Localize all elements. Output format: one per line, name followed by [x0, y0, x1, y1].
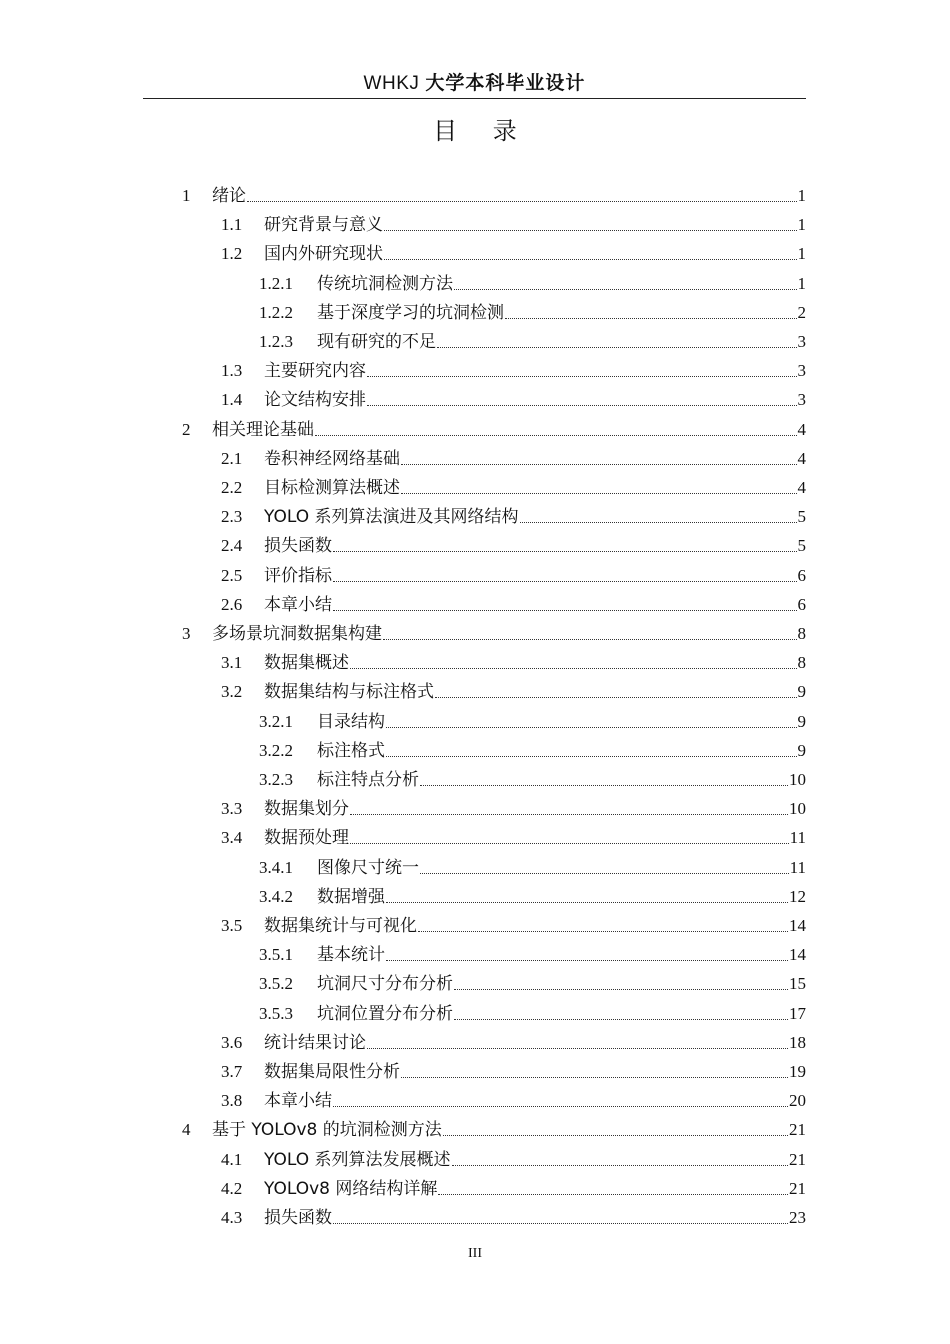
- toc-entry-title: 坑洞位置分布分析: [317, 1003, 453, 1024]
- toc-entry[interactable]: [221, 791, 806, 820]
- toc-entry[interactable]: [182, 616, 806, 645]
- toc-entry-number: 4.1: [221, 1149, 243, 1169]
- toc-dot-leader: [386, 755, 797, 757]
- toc-entry-title: YOLO 系列算法演进及其网络结构: [264, 507, 519, 528]
- toc-entry-title: 数据集统计与可视化: [264, 916, 417, 936]
- toc-entry[interactable]: [259, 879, 806, 908]
- toc-entry-title: 标注特点分析: [317, 770, 419, 790]
- toc-entry-page: 3: [797, 332, 806, 351]
- toc-entry-number: 1.2.2: [259, 302, 293, 322]
- header-code: WHKJ: [363, 73, 420, 94]
- toc-entry-title: 目标检测算法概述: [264, 478, 400, 498]
- toc-entry-title: 多场景坑洞数据集构建: [212, 624, 382, 644]
- toc-entry-number: 3.5.1: [259, 945, 293, 965]
- toc-entry-title: 相关理论基础: [212, 419, 314, 440]
- toc-dot-leader: [333, 1222, 788, 1224]
- toc-entry[interactable]: [259, 733, 806, 762]
- toc-dot-leader: [333, 580, 797, 582]
- toc-dot-leader: [384, 258, 797, 260]
- toc-dot-leader: [505, 317, 797, 319]
- toc-entry-number: 1.2: [221, 244, 243, 264]
- toc-entry-number: 3.2: [221, 682, 243, 702]
- toc-dot-leader: [367, 375, 797, 377]
- toc-dot-leader: [333, 1105, 788, 1107]
- toc-dot-leader: [386, 726, 797, 728]
- toc-entry-number: 3.5: [221, 916, 243, 935]
- toc-dot-leader: [420, 872, 789, 874]
- toc-entry[interactable]: [221, 353, 806, 382]
- toc-dot-leader: [454, 288, 797, 290]
- toc-dot-leader: [401, 492, 797, 494]
- toc-entry-title: 本章小结: [264, 1091, 332, 1112]
- toc-entry-number: 1: [182, 186, 191, 205]
- toc-entry[interactable]: [221, 499, 806, 528]
- toc-entry-page: 21: [789, 1178, 806, 1198]
- toc-dot-leader: [438, 1193, 788, 1195]
- toc-dot-leader: [367, 404, 797, 406]
- toc-dot-leader: [418, 930, 788, 932]
- toc-entry-page: 5: [797, 507, 806, 527]
- toc-entry-page: 9: [797, 740, 806, 760]
- toc-entry-title: 图像尺寸统一: [317, 857, 419, 878]
- toc-entry-number: 3.2.3: [259, 770, 293, 789]
- toc-entry-number: 2: [182, 419, 191, 439]
- toc-entry-page: 6: [797, 594, 806, 614]
- toc-dot-leader: [401, 1076, 788, 1078]
- toc-entry-number: 3.3: [221, 799, 243, 819]
- toc-entry-number: 3.4.2: [259, 886, 293, 906]
- toc-entry-title: 研究背景与意义: [264, 215, 383, 236]
- toc-entry[interactable]: [221, 1200, 806, 1229]
- toc-dot-leader: [350, 813, 788, 815]
- toc-entry-number: 2.2: [221, 478, 243, 497]
- toc-entry-number: 2.3: [221, 507, 243, 527]
- toc-entry[interactable]: [221, 236, 806, 265]
- toc-entry-page: 4: [797, 419, 806, 439]
- toc-entry-page: 9: [797, 711, 806, 731]
- toc-entry[interactable]: [259, 996, 806, 1025]
- toc-entry[interactable]: [221, 528, 806, 557]
- toc-entry-title: 数据增强: [317, 886, 385, 907]
- toc-entry-page: 3: [797, 390, 806, 410]
- toc-entry-page: 21: [789, 1120, 806, 1140]
- toc-entry[interactable]: [182, 412, 806, 441]
- toc-entry[interactable]: [221, 382, 806, 411]
- toc-entry-title: 数据预处理: [264, 828, 349, 849]
- toc-entry-title: 基于 YOLOv8 的坑洞检测方法: [212, 1120, 442, 1141]
- toc-entry[interactable]: [221, 587, 806, 616]
- toc-entry[interactable]: [221, 645, 806, 674]
- toc-entry-number: 1.1: [221, 215, 243, 235]
- toc-entry[interactable]: [221, 820, 806, 849]
- toc-entry[interactable]: [221, 441, 806, 470]
- toc-entry-page: 23: [789, 1208, 806, 1227]
- toc-entry-title: 损失函数: [264, 536, 332, 557]
- toc-entry[interactable]: [221, 1083, 806, 1112]
- toc-entry-title: YOLO 系列算法发展概述: [264, 1149, 451, 1170]
- toc-entry-number: 3.8: [221, 1091, 243, 1111]
- toc-entry-number: 4.2: [221, 1178, 243, 1198]
- toc-entry-title: 评价指标: [264, 565, 332, 586]
- toc-dot-leader: [520, 521, 797, 523]
- toc-dot-leader: [333, 609, 797, 611]
- toc-entry-title: 数据集概述: [264, 653, 349, 674]
- toc-entry-page: 17: [789, 1003, 806, 1023]
- toc-dot-leader: [384, 229, 797, 231]
- toc-entry[interactable]: [221, 470, 806, 499]
- header-university: 大学本科毕业设计: [425, 72, 586, 94]
- toc-entry[interactable]: [259, 704, 806, 733]
- toc-dot-leader: [420, 784, 788, 786]
- toc-entry-page: 1: [797, 215, 806, 235]
- toc-entry-title: 主要研究内容: [264, 361, 366, 382]
- toc-entry-title: 论文结构安排: [264, 390, 366, 411]
- toc-entry[interactable]: [221, 1025, 806, 1054]
- toc-dot-leader: [435, 696, 797, 698]
- toc-dot-leader: [452, 1164, 789, 1166]
- toc-entry-number: 4.3: [221, 1208, 243, 1227]
- toc-entry[interactable]: [259, 966, 806, 995]
- page-number: III: [468, 1246, 482, 1261]
- toc-dot-leader: [333, 550, 797, 552]
- toc-dot-leader: [386, 959, 788, 961]
- toc-entry[interactable]: [221, 908, 806, 937]
- toc-entry[interactable]: [182, 178, 806, 207]
- toc-entry-number: 2.5: [221, 565, 243, 585]
- toc-entry[interactable]: [259, 850, 806, 879]
- toc-entry-title: 卷积神经网络基础: [264, 448, 400, 469]
- toc-entry-title: 绪论: [212, 186, 246, 206]
- toc-entry-number: 4: [182, 1120, 191, 1140]
- toc-entry-number: 1.2.1: [259, 273, 293, 293]
- toc-entry[interactable]: [221, 674, 806, 703]
- toc-entry-page: 18: [789, 1032, 806, 1052]
- toc-dot-leader: [315, 434, 797, 436]
- toc-entry-number: 3.6: [221, 1032, 243, 1052]
- toc-entry-title: YOLOv8 网络结构详解: [264, 1178, 438, 1199]
- toc-entry-number: 3.2.2: [259, 740, 293, 760]
- toc-entry-title: 现有研究的不足: [317, 332, 436, 352]
- toc-entry-page: 21: [789, 1149, 806, 1169]
- toc-entry-page: 4: [797, 478, 806, 497]
- toc-entry-title: 传统坑洞检测方法: [317, 273, 453, 294]
- toc-entry-title: 本章小结: [264, 594, 332, 615]
- toc-entry[interactable]: [221, 207, 806, 236]
- toc-entry-number: 3.1: [221, 653, 243, 673]
- toc-entry-number: 2.6: [221, 594, 243, 614]
- toc-dot-leader: [454, 1018, 788, 1020]
- toc-dot-leader: [437, 346, 797, 348]
- toc-entry-number: 3: [182, 624, 191, 643]
- toc-dot-leader: [383, 638, 797, 640]
- toc-dot-leader: [367, 1047, 788, 1049]
- toc-dot-leader: [350, 667, 797, 669]
- toc-entry[interactable]: [221, 558, 806, 587]
- toc-entry-number: 3.2.1: [259, 711, 293, 731]
- toc-entry-page: 11: [789, 828, 806, 848]
- toc-entry[interactable]: [182, 1112, 806, 1141]
- toc-dot-leader: [401, 463, 797, 465]
- toc-entry-title: 基于深度学习的坑洞检测: [317, 302, 504, 323]
- toc-entry-number: 2.1: [221, 448, 243, 468]
- toc-entry-title: 损失函数: [264, 1208, 332, 1228]
- toc-entry-number: 3.5.3: [259, 1003, 293, 1023]
- toc-entry-page: 6: [797, 565, 806, 585]
- toc-entry-page: 4: [797, 448, 806, 468]
- toc-title: 目 录: [433, 117, 531, 145]
- toc-entry-number: 2.4: [221, 536, 243, 556]
- toc-entry[interactable]: [221, 1142, 806, 1171]
- toc-entry-page: 11: [789, 857, 806, 877]
- toc-entry-number: 3.7: [221, 1062, 243, 1081]
- toc-dot-leader: [443, 1134, 788, 1136]
- toc-entry[interactable]: [259, 937, 806, 966]
- toc-entry-number: 1.2.3: [259, 332, 293, 351]
- toc-entry-page: 5: [797, 536, 806, 556]
- toc-entry-page: 9: [797, 682, 806, 702]
- toc-entry-page: 14: [789, 945, 806, 965]
- toc-entry-number: 3.5.2: [259, 974, 293, 994]
- toc-entry-page: 2: [797, 302, 806, 322]
- toc-entry-title: 标注格式: [317, 740, 385, 761]
- page-header: [143, 68, 806, 99]
- toc-entry[interactable]: [221, 1054, 806, 1083]
- toc-entry-title: 目录结构: [317, 711, 385, 732]
- toc-dot-leader: [247, 200, 797, 202]
- toc-entry-page: 15: [789, 974, 806, 994]
- toc-entry-page: 19: [789, 1062, 806, 1081]
- toc-entry-page: 8: [797, 653, 806, 673]
- toc-entry[interactable]: [259, 762, 806, 791]
- toc-entry-title: 统计结果讨论: [264, 1032, 366, 1053]
- toc-entry-title: 数据集局限性分析: [264, 1062, 400, 1082]
- toc-entry-number: 1.3: [221, 361, 243, 381]
- toc-dot-leader: [386, 901, 788, 903]
- toc-entry-title: 数据集结构与标注格式: [264, 682, 434, 703]
- toc-dot-leader: [350, 842, 789, 844]
- toc-entry-number: 3.4.1: [259, 857, 293, 877]
- toc-entry-title: 国内外研究现状: [264, 244, 383, 265]
- toc-entry-page: 10: [789, 799, 806, 819]
- toc-entry-page: 1: [797, 186, 806, 205]
- toc-entry[interactable]: [259, 295, 806, 324]
- toc-entry-title: 数据集划分: [264, 799, 349, 820]
- toc-entry-page: 12: [789, 886, 806, 906]
- toc-entry-title: 坑洞尺寸分布分析: [317, 974, 453, 995]
- toc-entry-page: 3: [797, 361, 806, 381]
- toc-entry[interactable]: [259, 324, 806, 353]
- toc-entry-number: 1.4: [221, 390, 243, 410]
- toc-entry-page: 14: [789, 916, 806, 935]
- toc-entry-page: 1: [797, 244, 806, 264]
- toc-entry-number: 3.4: [221, 828, 243, 848]
- toc-entry-page: 10: [789, 770, 806, 789]
- toc-dot-leader: [454, 988, 788, 990]
- toc-entry-page: 1: [797, 273, 806, 293]
- toc-entry[interactable]: [259, 266, 806, 295]
- toc-entry[interactable]: [221, 1171, 806, 1200]
- toc-entry-page: 8: [797, 624, 806, 643]
- toc-entry-page: 20: [789, 1091, 806, 1111]
- toc-entry-title: 基本统计: [317, 945, 385, 966]
